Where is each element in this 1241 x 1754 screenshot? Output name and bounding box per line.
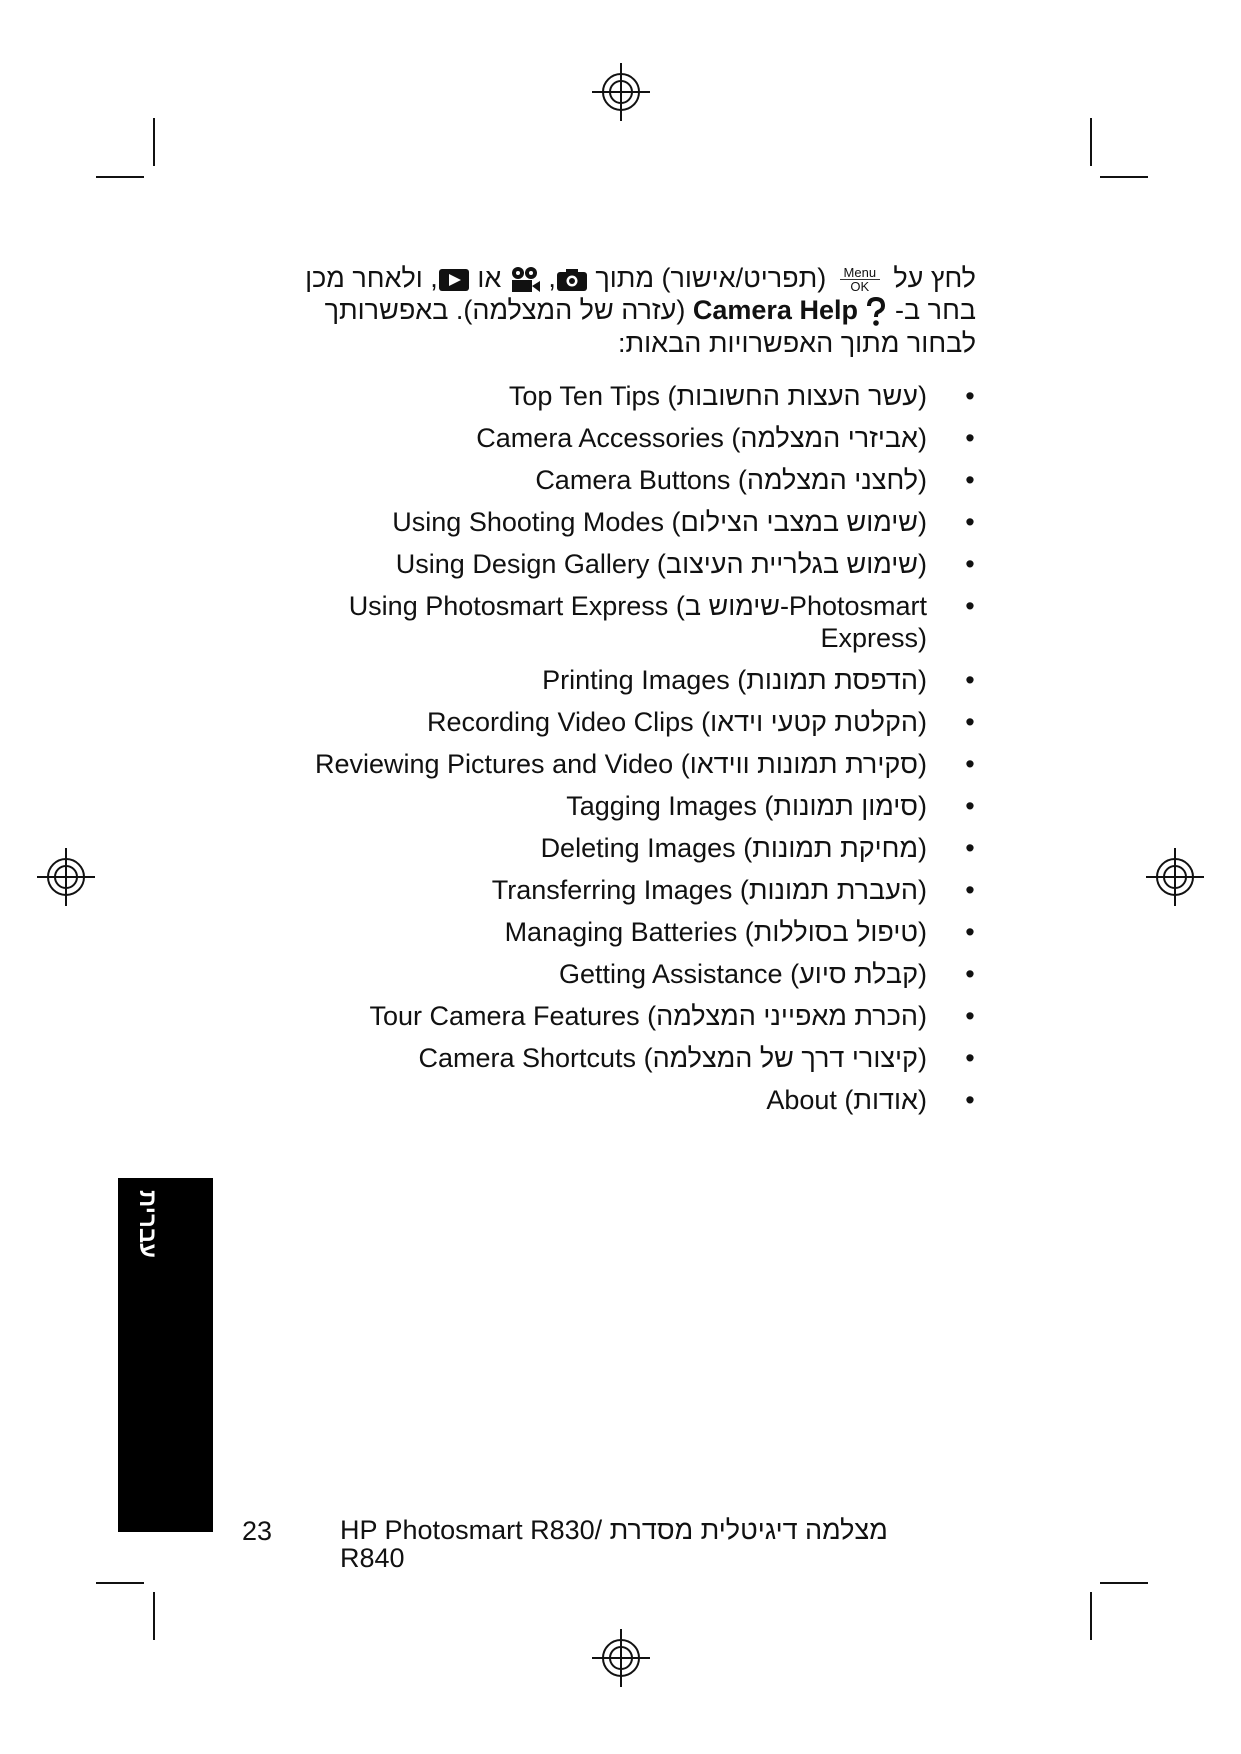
crop-mark bbox=[1100, 1582, 1148, 1584]
list-item bbox=[260, 790, 980, 822]
topic-hebrew: (טיפול בסוללות) bbox=[744, 917, 927, 947]
bullet: • bbox=[965, 1043, 975, 1073]
intro-text: לחץ על bbox=[893, 263, 976, 293]
topic-hebrew: (העברת תמונות) bbox=[739, 875, 927, 905]
menu-ok-button-icon bbox=[840, 266, 880, 293]
bullet: • bbox=[965, 381, 975, 411]
camera-icon bbox=[556, 268, 588, 292]
list-item bbox=[260, 748, 980, 780]
topic-english: Tagging Images bbox=[566, 791, 757, 821]
intro-text: בחר ב- bbox=[895, 295, 976, 325]
intro-text: (תפריט/אישור) מתוך bbox=[595, 263, 827, 293]
list-item bbox=[260, 706, 980, 738]
topic-english: Using Shooting Modes bbox=[392, 507, 664, 537]
bullet: • bbox=[965, 549, 975, 579]
bullet: • bbox=[965, 465, 975, 495]
registration-mark-icon bbox=[590, 61, 652, 123]
ok-label: OK bbox=[850, 279, 870, 295]
topic-hebrew: (לחצני המצלמה) bbox=[737, 465, 927, 495]
intro-text: , bbox=[548, 263, 556, 293]
registration-mark-icon bbox=[590, 1627, 652, 1689]
list-item bbox=[260, 832, 980, 864]
bullet: • bbox=[965, 591, 975, 621]
intro-text: , ולאחר מכן bbox=[305, 263, 438, 293]
bullet: • bbox=[965, 875, 975, 905]
crop-mark bbox=[153, 1592, 155, 1640]
topic-hebrew: (הדפסת תמונות) bbox=[737, 665, 927, 695]
bullet: • bbox=[965, 833, 975, 863]
topic-english: Top Ten Tips bbox=[508, 381, 660, 411]
help-icon bbox=[865, 297, 887, 327]
crop-mark bbox=[1090, 118, 1092, 166]
list-item bbox=[260, 464, 980, 496]
page-footer: HP Photosmart R830/ מצלמה דיגיטלית מסדרת R840 bbox=[340, 1515, 888, 1573]
bullet: • bbox=[965, 917, 975, 947]
camera-help-label: Camera Help bbox=[692, 295, 858, 325]
bullet: • bbox=[965, 423, 975, 453]
bullet: • bbox=[965, 507, 975, 537]
menu-label: Menu bbox=[840, 266, 880, 280]
list-item bbox=[260, 874, 980, 906]
topic-english: Using Photosmart Express bbox=[348, 591, 669, 621]
video-camera-icon bbox=[509, 266, 541, 294]
intro-text: (עזרה של המצלמה). באפשרותך לבחור מתוך האפשרויות הבאות: bbox=[324, 295, 976, 358]
topic-english: Managing Batteries bbox=[504, 917, 738, 947]
topic-english: Printing Images bbox=[542, 665, 730, 695]
list-item bbox=[260, 1042, 980, 1074]
topic-english: About bbox=[766, 1085, 837, 1115]
topic-hebrew: (עשר העצות החשובות) bbox=[667, 381, 927, 411]
list-item bbox=[260, 590, 980, 654]
crop-mark bbox=[96, 176, 144, 178]
bullet: • bbox=[965, 959, 975, 989]
help-topics-list bbox=[260, 380, 980, 1126]
list-item bbox=[260, 548, 980, 580]
page-number: 23 bbox=[242, 1516, 273, 1546]
bullet: • bbox=[965, 707, 975, 737]
topic-english: Camera Buttons bbox=[535, 465, 731, 495]
topic-hebrew: (אודות) bbox=[844, 1085, 927, 1115]
topic-english: Deleting Images bbox=[540, 833, 736, 863]
crop-mark bbox=[96, 1582, 144, 1584]
topic-english: Camera Shortcuts bbox=[418, 1043, 637, 1073]
topic-english: Recording Video Clips bbox=[426, 707, 694, 737]
topic-english: Transferring Images bbox=[491, 875, 733, 905]
list-item bbox=[260, 506, 980, 538]
bullet: • bbox=[965, 1001, 975, 1031]
topic-hebrew: (סקירת תמונות ווידאו) bbox=[680, 749, 927, 779]
topic-hebrew: (מחיקת תמונות) bbox=[743, 833, 927, 863]
topic-hebrew: (קיצורי דרך של המצלמה) bbox=[643, 1043, 927, 1073]
topic-hebrew: (שימוש בגלריית העיצוב) bbox=[656, 549, 927, 579]
topic-hebrew: (שימוש ב-Photosmart Express) bbox=[675, 591, 927, 653]
topic-english: Tour Camera Features bbox=[369, 1001, 640, 1031]
language-tab-label: עברית bbox=[134, 1190, 161, 1259]
topic-hebrew: (סימון תמונות) bbox=[764, 791, 927, 821]
list-item bbox=[260, 958, 980, 990]
list-item bbox=[260, 916, 980, 948]
list-item bbox=[260, 380, 980, 412]
crop-mark bbox=[1100, 176, 1148, 178]
list-item bbox=[260, 1000, 980, 1032]
bullet: • bbox=[965, 1085, 975, 1115]
bullet: • bbox=[965, 665, 975, 695]
playback-icon bbox=[438, 268, 470, 292]
list-item bbox=[260, 664, 980, 696]
language-side-tab bbox=[118, 1178, 213, 1532]
topic-hebrew: (הקלטת קטעי וידאו) bbox=[701, 707, 927, 737]
topic-english: Using Design Gallery bbox=[395, 549, 650, 579]
intro-text: או bbox=[477, 263, 502, 293]
bullet: • bbox=[965, 749, 975, 779]
list-item bbox=[260, 422, 980, 454]
topic-hebrew: (אביזרי המצלמה) bbox=[731, 423, 927, 453]
registration-mark-icon bbox=[35, 846, 97, 908]
topic-english: Getting Assistance bbox=[558, 959, 783, 989]
topic-hebrew: (קבלת סיוע) bbox=[790, 959, 927, 989]
crop-mark bbox=[1090, 1592, 1092, 1640]
registration-mark-icon bbox=[1144, 846, 1206, 908]
bullet: • bbox=[965, 791, 975, 821]
topic-hebrew: (הכרת מאפייני המצלמה) bbox=[647, 1001, 927, 1031]
crop-mark bbox=[153, 118, 155, 166]
topic-english: Camera Accessories bbox=[476, 423, 724, 453]
topic-english: Reviewing Pictures and Video bbox=[314, 749, 674, 779]
intro-paragraph bbox=[288, 262, 976, 359]
list-item bbox=[260, 1084, 980, 1116]
topic-hebrew: (שימוש במצבי הצילום) bbox=[671, 507, 927, 537]
